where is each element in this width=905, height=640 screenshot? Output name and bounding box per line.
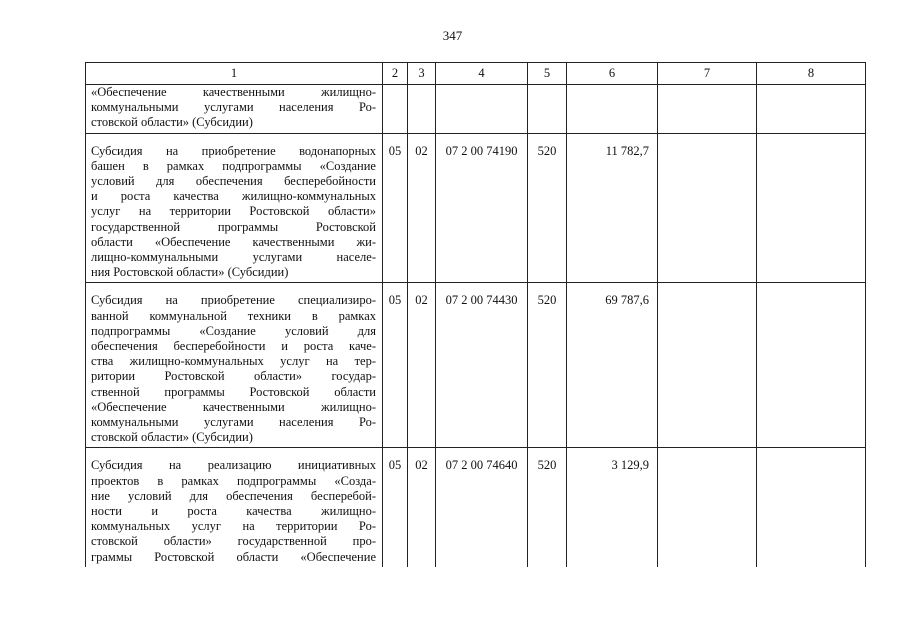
row-amount: 69 787,6 — [567, 283, 658, 448]
description-line: «Обеспечение качественными жилищно- — [91, 85, 376, 99]
row-description — [86, 85, 383, 134]
row-col7 — [658, 448, 757, 567]
header-cell: 2 — [383, 63, 408, 85]
table-row — [86, 85, 866, 134]
header-cell: 4 — [436, 63, 528, 85]
description-line: Субсидия на приобретение водонапорных — [91, 143, 376, 158]
row-expense-type: 520 — [528, 448, 567, 567]
description-line: стовской области» (Субсидии) — [91, 115, 253, 130]
row-section-code — [383, 85, 408, 134]
row-section-code: 05 — [383, 448, 408, 567]
row-target-article: 07 2 00 74430 — [436, 283, 528, 448]
description-line: лищно-коммунальными услугами населе- — [91, 250, 376, 265]
row-expense-type — [528, 85, 567, 134]
table-row — [86, 448, 866, 567]
row-expense-type: 520 — [528, 283, 567, 448]
description-line: коммунальными услугами населения Ро- — [91, 415, 376, 430]
row-col8 — [757, 283, 866, 448]
header-row — [86, 63, 866, 85]
row-section-code: 05 — [383, 133, 408, 283]
row-subsection-code: 02 — [408, 283, 436, 448]
description-line: Субсидия на реализацию инициативных — [91, 458, 376, 473]
header-cell: 1 — [86, 63, 383, 85]
row-subsection-code: 02 — [408, 133, 436, 283]
row-subsection-code: 02 — [408, 448, 436, 567]
row-target-article: 07 2 00 74190 — [436, 133, 528, 283]
description-line: граммы Ростовской области «Обеспечение — [91, 549, 376, 564]
description-line: стовской области» государственной про- — [91, 534, 376, 549]
table-row — [86, 283, 866, 448]
description-line: стовской области» (Субсидии) — [91, 430, 253, 445]
description-line: «Обеспечение качественными жилищно- — [91, 399, 376, 414]
row-col8 — [757, 133, 866, 283]
header-cell: 8 — [757, 63, 866, 85]
description-line: ности и роста качества жилищно- — [91, 504, 376, 519]
row-description — [86, 283, 383, 448]
row-col7 — [658, 283, 757, 448]
description-line: ства жилищно-коммунальных услуг на тер- — [91, 354, 376, 369]
page-number: 347 — [442, 28, 463, 43]
description-line: области «Обеспечение качественными жи- — [91, 234, 376, 249]
row-amount — [567, 85, 658, 134]
row-col8 — [757, 448, 866, 567]
description-line: обеспечения бесперебойности и роста каче- — [91, 339, 376, 354]
row-expense-type: 520 — [528, 133, 567, 283]
description-line: услуг на территории Ростовской области» — [91, 204, 376, 219]
row-target-article: 07 2 00 74640 — [436, 448, 528, 567]
row-description — [86, 448, 383, 567]
description-line: ственной программы Ростовской области — [91, 384, 376, 399]
row-target-article — [436, 85, 528, 134]
row-col8 — [757, 85, 866, 134]
description-line: проектов в рамках подпрограммы «Созда- — [91, 473, 376, 488]
description-line: коммунальными услугами населения Ро- — [91, 100, 376, 115]
description-line: Субсидия на приобретение специализиро- — [91, 293, 376, 308]
table-row — [86, 133, 866, 283]
row-description — [86, 133, 383, 283]
row-subsection-code — [408, 85, 436, 134]
budget-table — [85, 62, 866, 567]
row-amount: 3 129,9 — [567, 448, 658, 567]
row-col7 — [658, 85, 757, 134]
description-line: и роста качества жилищно-коммунальных — [91, 189, 376, 204]
row-section-code: 05 — [383, 283, 408, 448]
description-line: ритории Ростовской области» государ- — [91, 369, 376, 384]
description-line: государственной программы Ростовской — [91, 219, 376, 234]
description-line: подпрограммы «Создание условий для — [91, 323, 376, 338]
description-line: ванной коммунальной техники в рамках — [91, 308, 376, 323]
header-cell: 6 — [567, 63, 658, 85]
row-amount: 11 782,7 — [567, 133, 658, 283]
description-line: коммунальных услуг на территории Ро- — [91, 519, 376, 534]
header-cell: 3 — [408, 63, 436, 85]
header-cell: 7 — [658, 63, 757, 85]
description-line: башен в рамках подпрограммы «Создание — [91, 158, 376, 173]
row-col7 — [658, 133, 757, 283]
header-cell: 5 — [528, 63, 567, 85]
description-line: ние условий для обеспечения бесперебой- — [91, 488, 376, 503]
description-line: ния Ростовской области» (Субсидии) — [91, 265, 289, 280]
description-line: условий для обеспечения бесперебойности — [91, 174, 376, 189]
